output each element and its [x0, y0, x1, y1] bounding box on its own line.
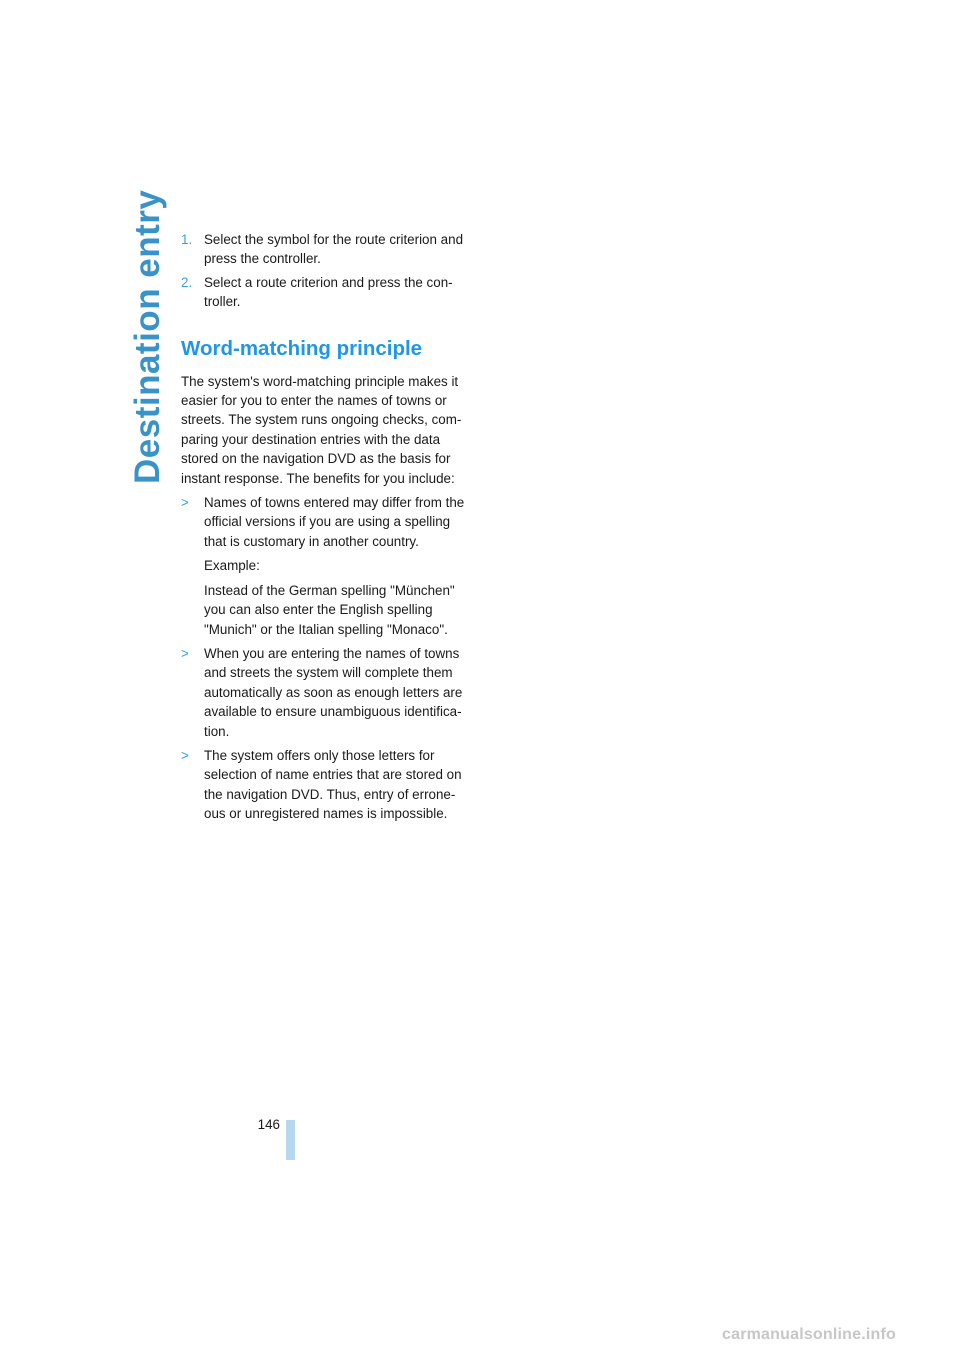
step-2 [181, 273, 481, 312]
bullet-line: automatically as soon as enough letters are [204, 684, 463, 700]
bullet-line: selection of name entries that are stored on [204, 767, 462, 783]
step-number: 1. [181, 232, 193, 247]
main-content [181, 230, 481, 829]
bullet-line: the navigation DVD. Thus, entry of errone- [204, 786, 456, 802]
bullet-line: ous or unregistered names is impossible. [204, 806, 448, 822]
bullet-line: When you are entering the names of towns [204, 645, 460, 661]
bullet-arrow-icon: > [181, 747, 189, 763]
section-heading: Word-matching principle [181, 336, 423, 360]
paragraph-line: instant response. The benefits for you include: [181, 470, 455, 486]
bullet-line: The system offers only those letters for [204, 747, 435, 763]
bullet-line: tion. [204, 723, 230, 739]
example-text [204, 581, 481, 639]
example-line: Instead of the German spelling "München" [204, 582, 455, 598]
side-chapter-title-text: Destination entry [128, 189, 167, 484]
step-number: 2. [181, 274, 193, 290]
paragraph-line: paring your destination entries with the data [181, 431, 441, 447]
bullet-line: available to ensure unambiguous identifica- [204, 704, 462, 720]
paragraph-line: easier for you to enter the names of towns or [181, 393, 447, 409]
bullet-line: Names of towns entered may differ from the [204, 495, 465, 511]
bullet-item [181, 493, 481, 639]
step-line: Select a route criterion and press the con- [204, 274, 453, 290]
bullet-line: official versions if you are using a spelling [204, 514, 451, 530]
watermark: carmanualsonline.info [722, 1326, 897, 1343]
intro-paragraph [181, 372, 481, 488]
example-line: "Munich" or the Italian spelling "Monaco". [204, 621, 448, 637]
example-line: you can also enter the English spelling [204, 602, 433, 618]
example-label: Example: [204, 558, 260, 574]
bullet-item [181, 746, 481, 824]
page-number: 146 [257, 1117, 280, 1132]
bullet-line: and streets the system will complete them [204, 665, 453, 681]
step-line: Select the symbol for the route criterion and [204, 232, 464, 247]
paragraph-line: streets. The system runs ongoing checks, com- [181, 412, 462, 428]
bullet-arrow-icon: > [181, 645, 189, 661]
paragraph-line: stored on the navigation DVD as the basis for [181, 451, 451, 467]
bullet-arrow-icon: > [181, 495, 189, 511]
side-chapter-title [122, 189, 172, 490]
bullet-line: that is customary in another country. [204, 533, 419, 549]
page-marker-bar [286, 1120, 295, 1160]
paragraph-line: The system's word-matching principle makes it [181, 373, 459, 389]
bullet-item [181, 644, 481, 741]
step-line: press the controller. [204, 251, 321, 267]
step-1 [181, 230, 481, 269]
step-line: troller. [204, 294, 241, 310]
